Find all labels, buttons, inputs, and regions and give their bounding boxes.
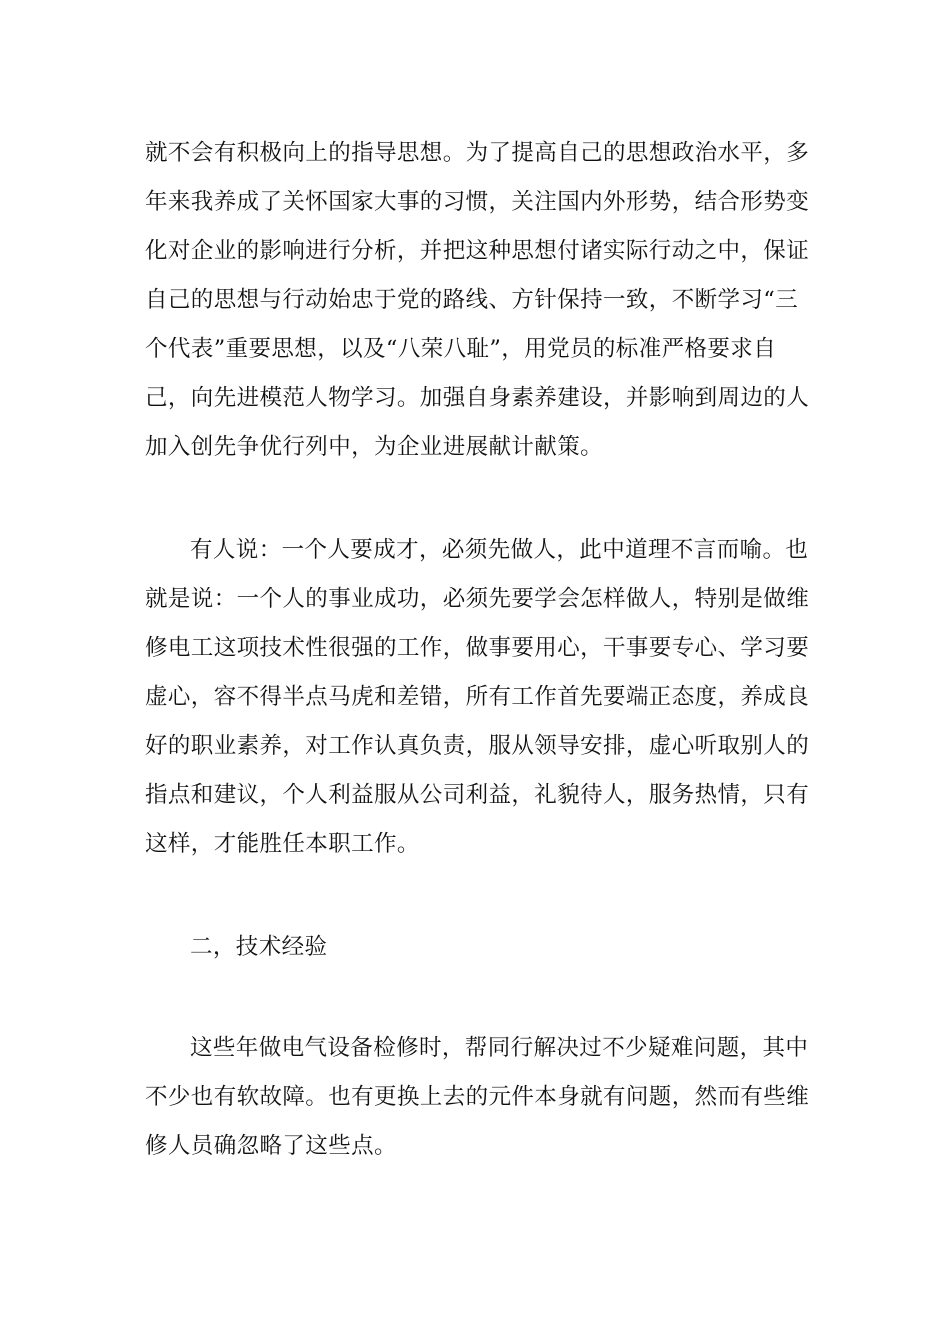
paragraph-line: 就是说：一个人的事业成功，必须先要学会怎样做人，特别是做维 (145, 586, 810, 612)
paragraph-line: 化对企业的影响进行分析，并把这种思想付诸实际行动之中，保证 (145, 238, 810, 264)
section-heading: 二，技术经验 (190, 934, 328, 960)
paragraph-line: 修人员确忽略了这些点。 (145, 1133, 397, 1159)
paragraph-line: 修电工这项技术性很强的工作，做事要用心，干事要专心、学习要 (145, 635, 810, 661)
paragraph-line: 虚心，容不得半点马虎和差错，所有工作首先要端正态度，养成良 (145, 684, 810, 710)
paragraph-line: 有人说：一个人要成才，必须先做人，此中道理不言而喻。也 (190, 537, 809, 563)
paragraph-line: 这些年做电气设备检修时，帮同行解决过不少疑难问题，其中 (190, 1035, 809, 1061)
paragraph-line: 指点和建议，个人利益服从公司利益，礼貌待人，服务热情，只有 (145, 782, 810, 808)
paragraph-line: 不少也有软故障。也有更换上去的元件本身就有问题，然而有些维 (145, 1084, 810, 1110)
paragraph-line: 年来我养成了关怀国家大事的习惯，关注国内外形势，结合形势变 (145, 189, 810, 215)
paragraph-line: 好的职业素养，对工作认真负责，服从领导安排，虚心听取别人的 (145, 733, 810, 759)
paragraph-line: 个代表”重要思想，以及“八荣八耻”，用党员的标准严格要求自 (145, 336, 777, 362)
paragraph-line: 己，向先进模范人物学习。加强自身素养建设，并影响到周边的人 (145, 385, 810, 411)
paragraph-line: 自己的思想与行动始忠于党的路线、方针保持一致，不断学习“三 (145, 287, 799, 313)
paragraph-line: 就不会有积极向上的指导思想。为了提高自己的思想政治水平，多 (145, 140, 810, 166)
paragraph-line: 这样，才能胜任本职工作。 (145, 831, 420, 857)
paragraph-line: 加入创先争优行列中，为企业进展献计献策。 (145, 434, 604, 460)
